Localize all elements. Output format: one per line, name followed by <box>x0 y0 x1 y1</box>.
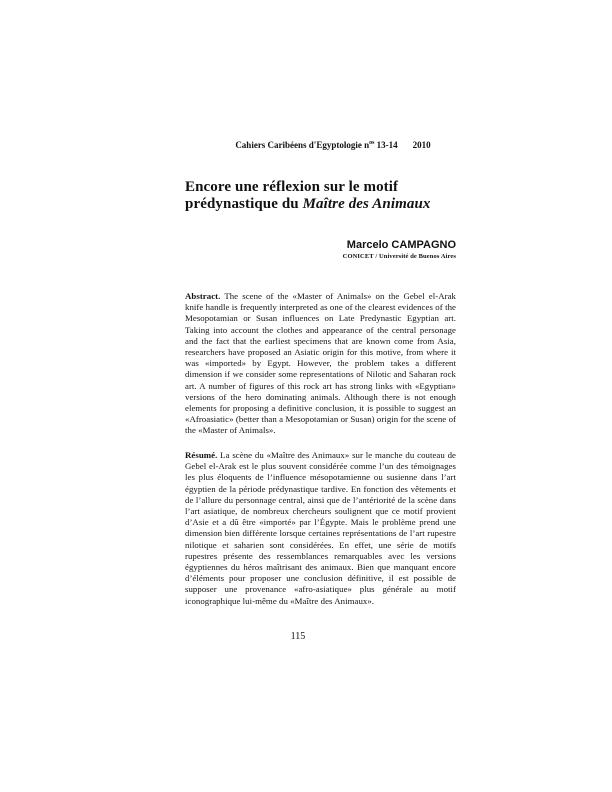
issue-superscript: os <box>369 140 375 146</box>
author-name: Marcelo CAMPAGNO <box>346 239 456 251</box>
page-number: 115 <box>290 631 306 642</box>
journal-title: Cahiers Caribéens d'Egyptologie $n^{os}$ 13-14 <box>235 140 398 150</box>
article-title-line1: Encore une réflexion sur le motif <box>185 179 399 195</box>
article-title-italic: Maître des Animaux <box>302 196 431 212</box>
author-affiliation: CONICET / Université de Buenos Aires <box>342 253 456 260</box>
article-title-line2: prédynastique du <box>185 196 303 212</box>
abstract-paragraph <box>185 291 456 437</box>
running-header <box>198 140 468 150</box>
header-year: 2010 <box>412 140 431 150</box>
resume-text: La scène du «Maître des Animaux» sur le manche du couteau de Gebel el-Arak est le plus souvent considérée comme l’un des témoignages les plus éloquents de l’influence mésopotamienne ou susienne dans l’art égyptien de la période prédynastique tardive. En fonction des vêtements et de l’allure du personnage central, ainsi que de l’antériorité de la scène dans l’art asiatique, de nombreux chercheurs soulignent que ce motif provient d’Asie et a dû être «importé» par l’Égypte. Mais le problème prend une dimension bien différente lorsque certaines représentations de l’art rupestre nilotique et saharien sont considérées. En effet, une série de motifs rupestres présente des ressemblances remarquables avec les versions égyptiennes du héros maîtrisant des animaux. Bien que manquant encore d’éléments pour proposer une conclusion définitive, il est possible de supposer une provenance «afro-asiatique» plus générale au motif iconographique lui-même du «Maître des Animaux». <box>185 450 457 606</box>
abstract-label: Abstract. <box>185 291 221 301</box>
article-title <box>185 179 485 213</box>
resume-paragraph <box>185 450 456 607</box>
abstract-text: The scene of the «Master of Animals» on the Gebel el-Arak knife handle is frequently interpreted as one of the clearest evidences of the Mesopotamian or Susan influences on Late Predynastic Egyptian art. Taking into account the clothes and appearance of the central personage and the fact that the earliest specimens that are known come from Asia, researchers have proposed an Asiatic origin for this motive, from where it was «imported» by Egypt. However, the problem takes a different dimension if we consider some representations of Nilotic and Saharan rock art. A number of figures of this rock art has strong links with «Egyptian» versions of the hero dominating animals. Although there is not enough elements for proposing a definitive conclusion, it is possible to suggest an «Afroasiatic» (better than a Mesopotamian or Susan) origin for the scene of the «Master of Animals». <box>185 291 456 436</box>
author-block <box>343 239 456 261</box>
resume-label: Résumé. <box>185 450 218 460</box>
